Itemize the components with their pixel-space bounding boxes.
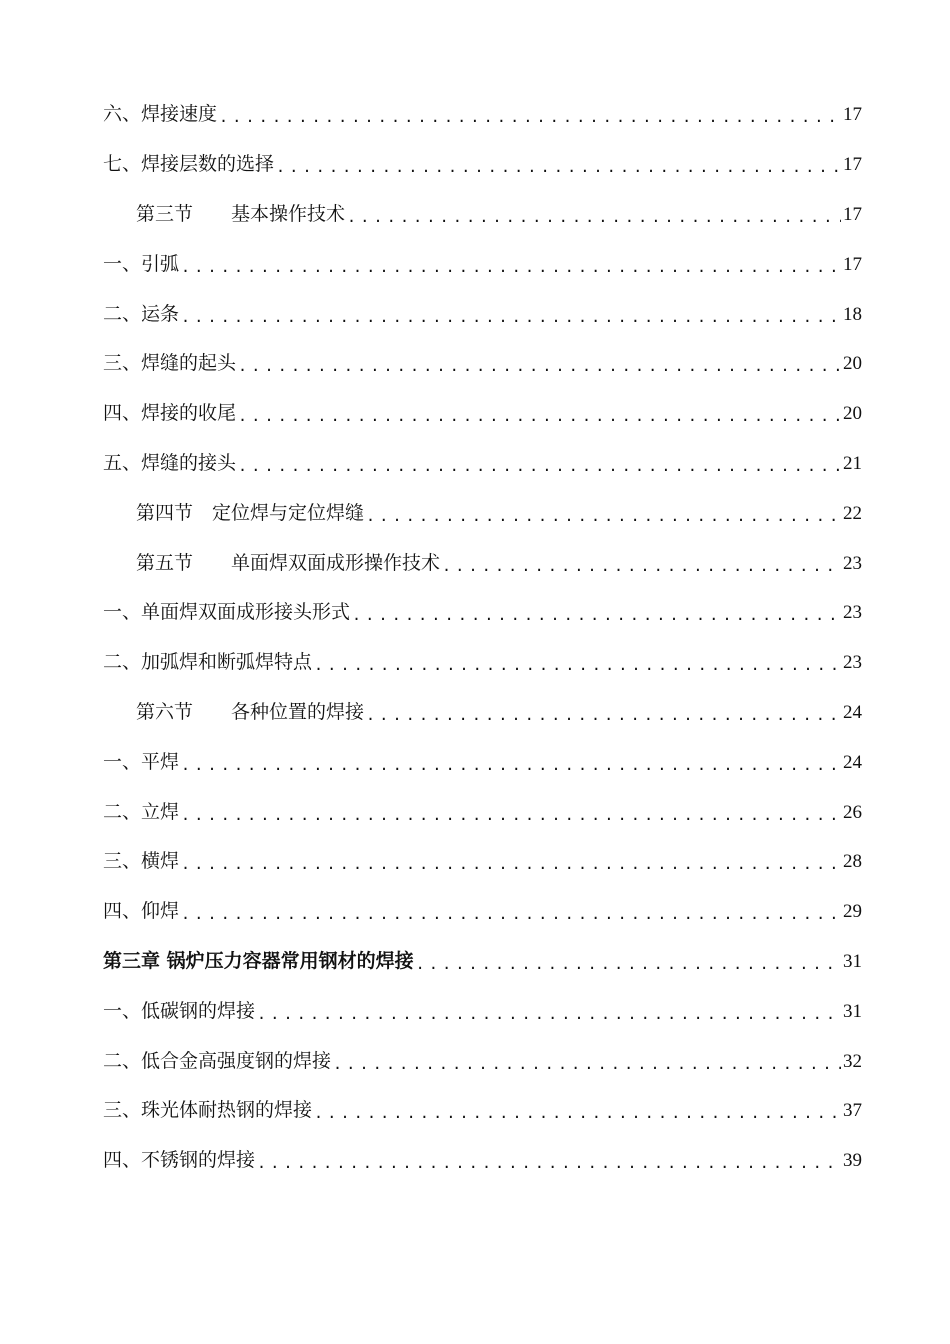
toc-entry[interactable] — [103, 588, 862, 638]
toc-chapter-entry[interactable] — [103, 937, 862, 987]
toc-page-number: 31 — [843, 950, 862, 972]
toc-page-number: 24 — [843, 701, 862, 723]
toc-entry-title: 三、珠光体耐热钢的焊接 — [103, 1099, 313, 1122]
toc-entry[interactable] — [103, 787, 862, 837]
toc-page-number: 32 — [843, 1050, 862, 1072]
toc-entry-title: 二、加弧焊和断弧焊特点 — [103, 651, 313, 674]
toc-page-number: 17 — [843, 154, 862, 176]
toc-entry-title: 第六节 各种位置的焊接 — [136, 700, 365, 723]
toc-entry[interactable] — [103, 140, 862, 190]
toc-entry[interactable] — [103, 389, 862, 439]
toc-page-number: 29 — [843, 901, 862, 923]
toc-entry[interactable] — [103, 339, 862, 389]
leader-dots — [181, 907, 841, 922]
toc-entry[interactable] — [103, 887, 862, 937]
toc-entry[interactable] — [103, 239, 862, 289]
toc-page-number: 21 — [843, 452, 862, 474]
toc-page-number: 17 — [843, 104, 862, 126]
toc-entry[interactable] — [103, 439, 862, 489]
toc-entry-title: 一、低碳钢的焊接 — [103, 999, 256, 1022]
toc-entry[interactable] — [103, 90, 862, 140]
toc-entry-title: 第五节 单面焊双面成形操作技术 — [136, 551, 441, 574]
toc-section-entry[interactable] — [103, 488, 862, 538]
toc-entry-title: 二、运条 — [103, 302, 180, 325]
leader-dots — [238, 459, 841, 474]
toc-entry-title: 七、焊接层数的选择 — [103, 153, 275, 176]
leader-dots — [257, 1007, 841, 1022]
toc-entry-title: 五、焊缝的接头 — [103, 451, 237, 474]
leader-dots — [333, 1057, 841, 1072]
toc-entry-title: 第三章 锅炉压力容器常用钢材的焊接 — [103, 949, 414, 972]
toc-page-number: 17 — [843, 253, 862, 275]
toc-section-entry[interactable] — [103, 538, 862, 588]
toc-entry-title: 一、平焊 — [103, 750, 180, 773]
toc-entry-title: 二、立焊 — [103, 800, 180, 823]
toc-page-number: 37 — [843, 1100, 862, 1122]
toc-entry[interactable] — [103, 638, 862, 688]
toc-entry[interactable] — [103, 1086, 862, 1136]
toc-page-number: 23 — [843, 552, 862, 574]
toc-page-number: 24 — [843, 751, 862, 773]
toc-entry[interactable] — [103, 986, 862, 1036]
toc-entry[interactable] — [103, 289, 862, 339]
leader-dots — [181, 260, 841, 275]
leader-dots — [347, 210, 841, 225]
toc-page-number: 26 — [843, 801, 862, 823]
toc-entry[interactable] — [103, 837, 862, 887]
toc-page-number: 28 — [843, 851, 862, 873]
leader-dots — [352, 608, 841, 623]
toc-entry-title: 三、横焊 — [103, 850, 180, 873]
toc-section-entry[interactable] — [103, 688, 862, 738]
toc-entry-title: 四、焊接的收尾 — [103, 402, 237, 425]
toc-page-number: 23 — [843, 652, 862, 674]
leader-dots — [366, 708, 841, 723]
toc-entry-title: 第三节 基本操作技术 — [136, 202, 346, 225]
table-of-contents — [103, 90, 862, 1186]
toc-entry[interactable] — [103, 737, 862, 787]
toc-page-number: 23 — [843, 602, 862, 624]
leader-dots — [366, 509, 841, 524]
toc-page-number: 20 — [843, 403, 862, 425]
toc-entry-title: 三、焊缝的起头 — [103, 352, 237, 375]
toc-section-entry[interactable] — [103, 190, 862, 240]
toc-page-number: 18 — [843, 303, 862, 325]
toc-entry[interactable] — [103, 1136, 862, 1186]
leader-dots — [257, 1156, 841, 1171]
leader-dots — [219, 110, 841, 125]
toc-page-number: 31 — [843, 1000, 862, 1022]
toc-entry-title: 四、仰焊 — [103, 900, 180, 923]
leader-dots — [181, 808, 841, 823]
leader-dots — [181, 758, 841, 773]
leader-dots — [181, 857, 841, 872]
leader-dots — [238, 359, 841, 374]
toc-entry-title: 六、焊接速度 — [103, 103, 218, 126]
leader-dots — [276, 160, 841, 175]
toc-entry[interactable] — [103, 1036, 862, 1086]
leader-dots — [416, 957, 841, 972]
leader-dots — [314, 1106, 841, 1121]
toc-entry-title: 一、引弧 — [103, 252, 180, 275]
toc-page-number: 20 — [843, 353, 862, 375]
toc-entry-title: 四、不锈钢的焊接 — [103, 1149, 256, 1172]
toc-entry-title: 二、低合金高强度钢的焊接 — [103, 1049, 332, 1072]
leader-dots — [238, 409, 841, 424]
toc-page-number: 39 — [843, 1150, 862, 1172]
leader-dots — [314, 658, 841, 673]
leader-dots — [442, 559, 841, 574]
toc-page-number: 17 — [843, 203, 862, 225]
toc-page-number: 22 — [843, 502, 862, 524]
leader-dots — [181, 310, 841, 325]
toc-entry-title: 第四节 定位焊与定位焊缝 — [136, 501, 365, 524]
toc-entry-title: 一、单面焊双面成形接头形式 — [103, 601, 351, 624]
